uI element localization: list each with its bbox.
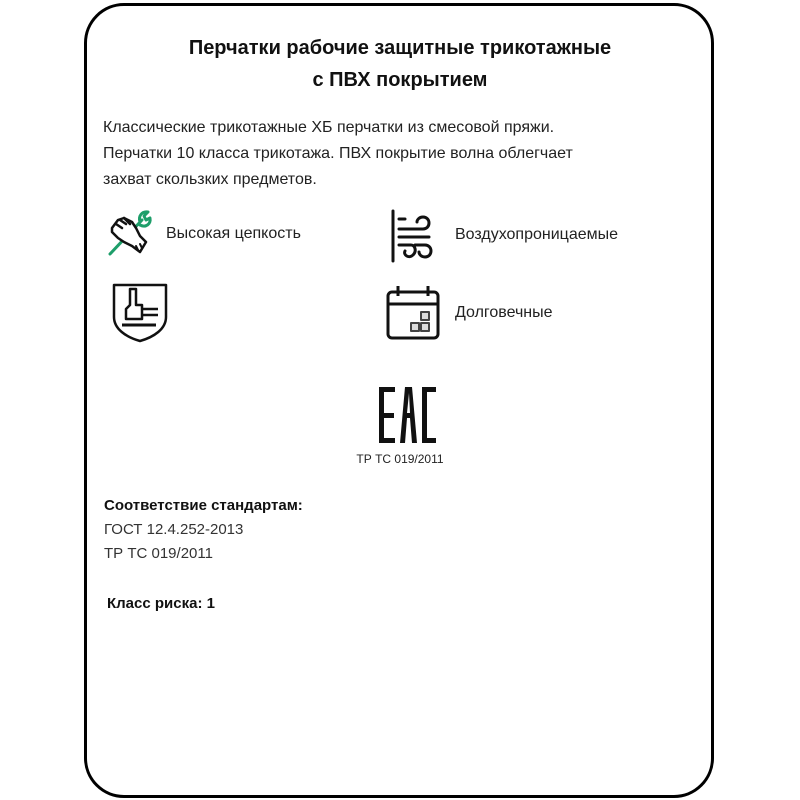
description-line-1: Классические трикотажные ХБ перчатки из смесовой пряжи.	[103, 119, 555, 136]
eac-mark-icon	[370, 385, 440, 445]
title-line-2: с ПВХ покрытием	[312, 69, 488, 91]
feature-label: Воздухопроницаемые	[455, 226, 619, 243]
feature-label: Долговечные	[455, 304, 553, 321]
feature-breathable	[383, 205, 618, 265]
description-line-3: захват скользких предметов.	[103, 171, 317, 188]
standards-title: Соответствие стандартам:	[104, 497, 303, 514]
description-line-2: Перчатки 10 класса трикотажа. ПВХ покрытие волна облегчает	[103, 145, 573, 162]
standard-item: ГОСТ 12.4.252-2013	[104, 521, 244, 538]
hand-wrench-icon	[100, 204, 160, 264]
risk-class: Класс риска: 1	[107, 595, 215, 612]
feature-high-grip	[100, 204, 301, 264]
page-title	[0, 32, 800, 96]
wind-icon	[383, 205, 443, 265]
eac-caption: ТР ТС 019/2011	[356, 452, 444, 466]
feature-protection	[110, 283, 176, 343]
shield-hammer-icon	[110, 283, 170, 343]
feature-durable	[383, 283, 553, 343]
title-line-1: Перчатки рабочие защитные трикотажные	[188, 37, 612, 59]
product-description	[103, 115, 683, 193]
standard-item: ТР ТС 019/2011	[104, 545, 213, 562]
feature-label: Высокая цепкость	[166, 225, 301, 242]
calendar-icon	[383, 283, 443, 343]
